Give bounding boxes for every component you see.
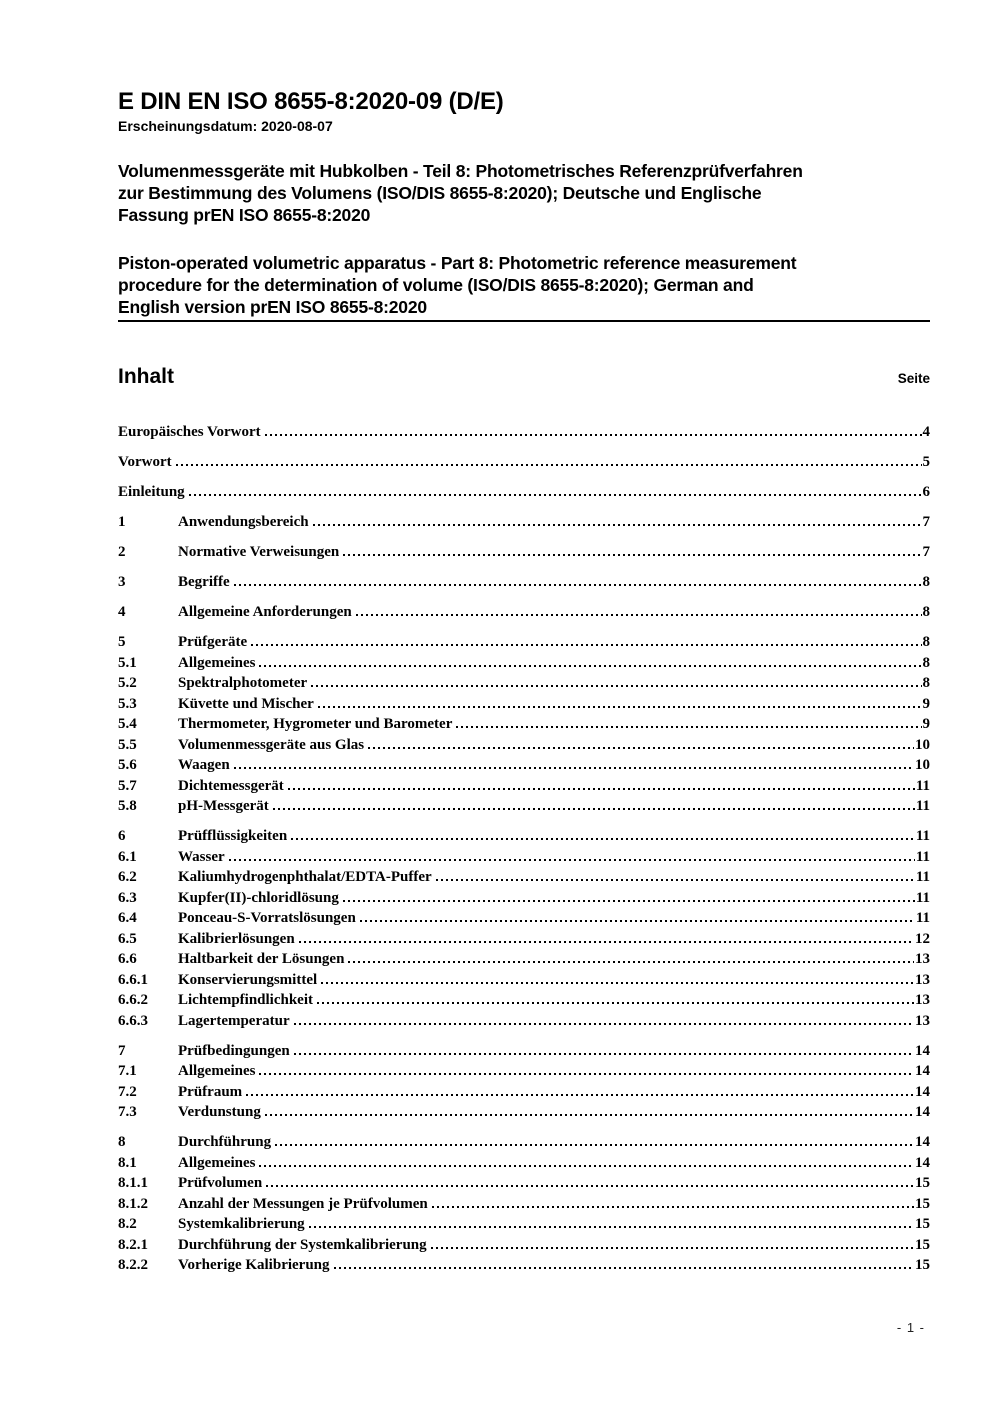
toc-entry-number: 6.6.1 (118, 971, 148, 988)
toc-entry-number: 4 (118, 604, 126, 620)
toc-entry-label: Allgemeines (178, 1154, 256, 1171)
toc-heading: Inhalt (118, 365, 174, 388)
toc-entry-label: Prüfgeräte (178, 634, 248, 650)
toc-entry-page: 12 (915, 930, 930, 947)
toc-entry (118, 1061, 930, 1082)
toc-entry-label: Allgemeines (178, 1063, 256, 1079)
toc-entry-number: 5.6 (118, 757, 137, 773)
toc-entry-label: Verdunstung (178, 1104, 261, 1120)
toc-dot-leader (313, 524, 922, 526)
toc-dot-leader (299, 941, 914, 943)
toc-entry-page: 4 (922, 424, 930, 440)
toc-entry-label: Vorwort (118, 454, 172, 470)
toc-dot-leader (309, 1226, 914, 1228)
toc-entry-page: 6 (922, 484, 930, 500)
toc-dot-leader (317, 1002, 914, 1004)
toc-entry-label: Wasser (178, 848, 225, 865)
toc-entry-number: 8 (118, 1134, 126, 1150)
toc-entry (118, 694, 930, 715)
toc-entry-label: Durchführung (178, 1134, 272, 1150)
toc-entry-label: Systemkalibrierung (178, 1216, 305, 1232)
toc-entry-page: 11 (915, 828, 930, 844)
toc-entry-page: 13 (915, 1012, 930, 1029)
toc-dot-leader (343, 554, 921, 556)
toc-dot-leader (265, 1114, 914, 1116)
toc-entry-label: Begriffe (178, 574, 230, 590)
toc-entry (118, 602, 930, 623)
toc-entry-page: 14 (915, 1104, 930, 1120)
toc-entry-page: 13 (915, 992, 930, 1008)
subtitle-en-line-3: English version prEN ISO 8655-8:2020 (118, 297, 427, 317)
toc-entry-page: 14 (915, 1154, 930, 1171)
toc-entry-number: 7.3 (118, 1104, 137, 1120)
toc-dot-leader (266, 1185, 914, 1187)
toc-entry (118, 949, 930, 970)
toc-entry-number: 6.6.3 (118, 1012, 148, 1029)
toc-entry-label: Einleitung (118, 484, 185, 500)
toc-entry-number: 6.6 (118, 951, 137, 967)
toc-entry-label: Durchführung der Systemkalibrierung (178, 1236, 427, 1253)
toc-entry-label: Küvette und Mischer (178, 695, 314, 712)
toc-entry-number: 5.4 (118, 716, 137, 732)
toc-dot-leader (294, 1023, 914, 1025)
toc-dot-leader (246, 1094, 914, 1096)
toc-entry (118, 735, 930, 756)
toc-entry-number: 6.2 (118, 869, 137, 885)
subtitle-de-line-3: Fassung prEN ISO 8655-8:2020 (118, 205, 371, 225)
toc-entry-number: 5.8 (118, 798, 137, 814)
toc-entry-page: 15 (915, 1195, 930, 1212)
toc-entry-number: 5.1 (118, 654, 137, 671)
toc-entry (118, 482, 930, 503)
toc-entry-number: 6.4 (118, 910, 137, 926)
toc-entry-label: Prüfraum (178, 1083, 243, 1100)
toc-dot-leader (234, 767, 914, 769)
toc-entry (118, 653, 930, 674)
toc-entry (118, 1102, 930, 1123)
toc-entry-label: Prüfflüssigkeiten (178, 828, 288, 844)
toc-entry-number: 6.3 (118, 889, 137, 906)
toc-entry-label: Prüfvolumen (178, 1175, 263, 1191)
toc-entry (118, 572, 930, 593)
toc-entry (118, 452, 930, 473)
toc-dot-leader (318, 706, 922, 708)
toc-entry (118, 632, 930, 653)
toc-entry-page: 14 (915, 1134, 930, 1150)
toc-entry (118, 714, 930, 735)
toc-entry-label: Normative Verweisungen (178, 544, 340, 560)
toc-dot-leader (259, 1073, 914, 1075)
toc-entry-page: 8 (922, 604, 930, 620)
toc-entry-number: 7.2 (118, 1083, 137, 1100)
subtitle-de-line-1: Volumenmessgeräte mit Hubkolben - Teil 8: Photometrisches Referenzprüfverfahren (118, 161, 803, 181)
toc-entry-page: 15 (915, 1175, 930, 1191)
toc-entry (118, 1255, 930, 1276)
toc-entry-label: Waagen (178, 757, 230, 773)
toc-entry-label: Kaliumhydrogenphthalat/EDTA-Puffer (178, 869, 432, 885)
toc-entry (118, 1132, 930, 1153)
toc-entry-page: 15 (915, 1216, 930, 1232)
toc-entry (118, 1173, 930, 1194)
toc-heading-row (118, 364, 930, 389)
toc-dot-leader (259, 665, 921, 667)
toc-entry (118, 1041, 930, 1062)
toc-entry-number: 6.5 (118, 930, 137, 947)
toc-entry-label: Lichtempfindlichkeit (178, 992, 314, 1008)
toc-dot-leader (334, 1267, 914, 1269)
toc-dot-leader (431, 1247, 914, 1249)
toc-entry-number: 7.1 (118, 1063, 137, 1079)
toc-entry (118, 512, 930, 533)
toc-entry (118, 776, 930, 797)
toc-entry (118, 826, 930, 847)
toc-entry-number: 8.2.1 (118, 1236, 148, 1253)
toc-dot-leader (348, 961, 914, 963)
footer-page-number: - 1 - (896, 1320, 925, 1335)
toc-entry-label: Spektralphotometer (178, 675, 308, 691)
toc-entry-page: 8 (922, 574, 930, 590)
toc-dot-leader (321, 982, 914, 984)
toc-dot-leader (294, 1053, 914, 1055)
toc-entry-page: 11 (915, 869, 930, 885)
toc-entry-number: 6.6.2 (118, 992, 148, 1008)
toc-entry-label: Kalibrierlösungen (178, 930, 295, 947)
subtitle-en-line-2: procedure for the determination of volume (ISO/DIS 8655-8:2020); German and (118, 275, 754, 295)
toc-entry-label: Anzahl der Messungen je Prüfvolumen (178, 1195, 428, 1212)
toc-entry (118, 673, 930, 694)
toc-entry-number: 1 (118, 514, 126, 530)
toc-entry-number: 5 (118, 634, 126, 650)
toc-dot-leader (436, 879, 915, 881)
toc-entry-page: 13 (915, 951, 930, 967)
toc-entry-label: Prüfbedingungen (178, 1042, 290, 1059)
toc-entry-page: 7 (922, 514, 930, 530)
toc-entry-number: 8.1 (118, 1154, 137, 1171)
toc-entry-number: 7 (118, 1042, 126, 1059)
toc-entry-label: pH-Messgerät (178, 798, 269, 814)
toc-entry (118, 1194, 930, 1215)
toc-entry-label: Allgemeines (178, 654, 256, 671)
toc-entry-page: 5 (922, 454, 930, 470)
subtitle-de-line-2: zur Bestimmung des Volumens (ISO/DIS 8655-8:2020); Deutsche und Englische (118, 183, 762, 203)
toc-entry-page: 14 (915, 1063, 930, 1079)
toc-dot-leader (251, 644, 921, 646)
toc-entry-page: 9 (922, 716, 930, 732)
toc-entry-label: Thermometer, Hygrometer und Barometer (178, 716, 453, 732)
toc-entry-label: Allgemeine Anforderungen (178, 604, 352, 620)
toc-entry-page: 11 (915, 777, 930, 794)
toc-entry-number: 6.1 (118, 848, 137, 865)
subtitle-en-line-1: Piston-operated volumetric apparatus - Part 8: Photometric reference measurement (118, 253, 797, 273)
toc-entry-label: Ponceau-S-Vorratslösungen (178, 910, 356, 926)
toc-entry-label: Volumenmessgeräte aus Glas (178, 736, 365, 753)
document-title: E DIN EN ISO 8655-8:2020-09 (D/E) (118, 88, 504, 115)
toc-entry (118, 888, 930, 909)
toc-entry-label: Dichtemessgerät (178, 777, 284, 794)
document-subtitle-english (118, 252, 930, 318)
toc-entry (118, 847, 930, 868)
toc-entry-label: Anwendungsbereich (178, 514, 309, 530)
header-divider (118, 320, 930, 322)
toc-dot-leader (189, 494, 922, 496)
toc-dot-leader (273, 808, 915, 810)
toc-dot-leader (234, 584, 922, 586)
toc-entry (118, 1153, 930, 1174)
toc-dot-leader (275, 1144, 914, 1146)
toc-dot-leader (432, 1206, 914, 1208)
toc-entry-page: 10 (915, 736, 930, 753)
toc-entry (118, 422, 930, 443)
toc-dot-leader (311, 685, 921, 687)
toc-entry-page: 8 (922, 675, 930, 691)
toc-dot-leader (291, 838, 915, 840)
toc-entry-page: 8 (922, 634, 930, 650)
toc-entry-number: 2 (118, 544, 126, 560)
toc-dot-leader (368, 747, 914, 749)
toc-dot-leader (360, 920, 915, 922)
toc-entry-number: 5.7 (118, 777, 137, 794)
toc-entry (118, 990, 930, 1011)
toc-entry-page: 13 (915, 971, 930, 988)
toc-entry-number: 8.2 (118, 1216, 137, 1232)
page-column-label: Seite (897, 371, 930, 386)
toc-entry-page: 15 (915, 1236, 930, 1253)
toc-entry (118, 867, 930, 888)
toc-dot-leader (343, 900, 915, 902)
toc-entry-number: 8.2.2 (118, 1257, 148, 1273)
toc-entry (118, 970, 930, 991)
toc-entry (118, 1235, 930, 1256)
toc-entry-page: 11 (915, 848, 930, 865)
toc-dot-leader (456, 726, 921, 728)
toc-entry (118, 1011, 930, 1032)
release-date: Erscheinungsdatum: 2020-08-07 (118, 118, 333, 134)
toc-entry (118, 755, 930, 776)
toc-list (118, 422, 930, 1276)
toc-entry-page: 10 (915, 757, 930, 773)
toc-entry-number: 5.3 (118, 695, 137, 712)
toc-entry-number: 8.1.2 (118, 1195, 148, 1212)
toc-entry (118, 796, 930, 817)
toc-entry-number: 3 (118, 574, 126, 590)
toc-entry-page: 11 (915, 798, 930, 814)
toc-dot-leader (356, 614, 922, 616)
toc-entry-number: 5.2 (118, 675, 137, 691)
toc-entry-label: Lagertemperatur (178, 1012, 290, 1029)
toc-entry (118, 1082, 930, 1103)
toc-entry (118, 542, 930, 563)
toc-entry-page: 14 (915, 1083, 930, 1100)
toc-dot-leader (265, 434, 922, 436)
toc-entry-number: 5.5 (118, 736, 137, 753)
toc-entry-label: Haltbarkeit der Lösungen (178, 951, 345, 967)
page-content (118, 0, 930, 1276)
toc-dot-leader (259, 1165, 914, 1167)
toc-entry-page: 15 (915, 1257, 930, 1273)
toc-entry-label: Vorherige Kalibrierung (178, 1257, 330, 1273)
toc-entry-label: Europäisches Vorwort (118, 424, 261, 440)
toc-entry-number: 8.1.1 (118, 1175, 148, 1191)
toc-dot-leader (229, 859, 915, 861)
toc-entry-page: 14 (915, 1042, 930, 1059)
toc-entry-page: 7 (922, 544, 930, 560)
toc-entry-page: 9 (922, 695, 930, 712)
toc-dot-leader (288, 788, 915, 790)
toc-entry (118, 929, 930, 950)
toc-entry-page: 8 (922, 654, 930, 671)
toc-entry (118, 1214, 930, 1235)
document-subtitle-german (118, 160, 930, 226)
toc-entry-page: 11 (915, 889, 930, 906)
toc-entry-label: Kupfer(II)-chloridlösung (178, 889, 339, 906)
toc-entry-number: 6 (118, 828, 126, 844)
toc-entry (118, 908, 930, 929)
toc-entry-page: 11 (915, 910, 930, 926)
toc-entry-label: Konservierungsmittel (178, 971, 318, 988)
toc-dot-leader (176, 464, 922, 466)
